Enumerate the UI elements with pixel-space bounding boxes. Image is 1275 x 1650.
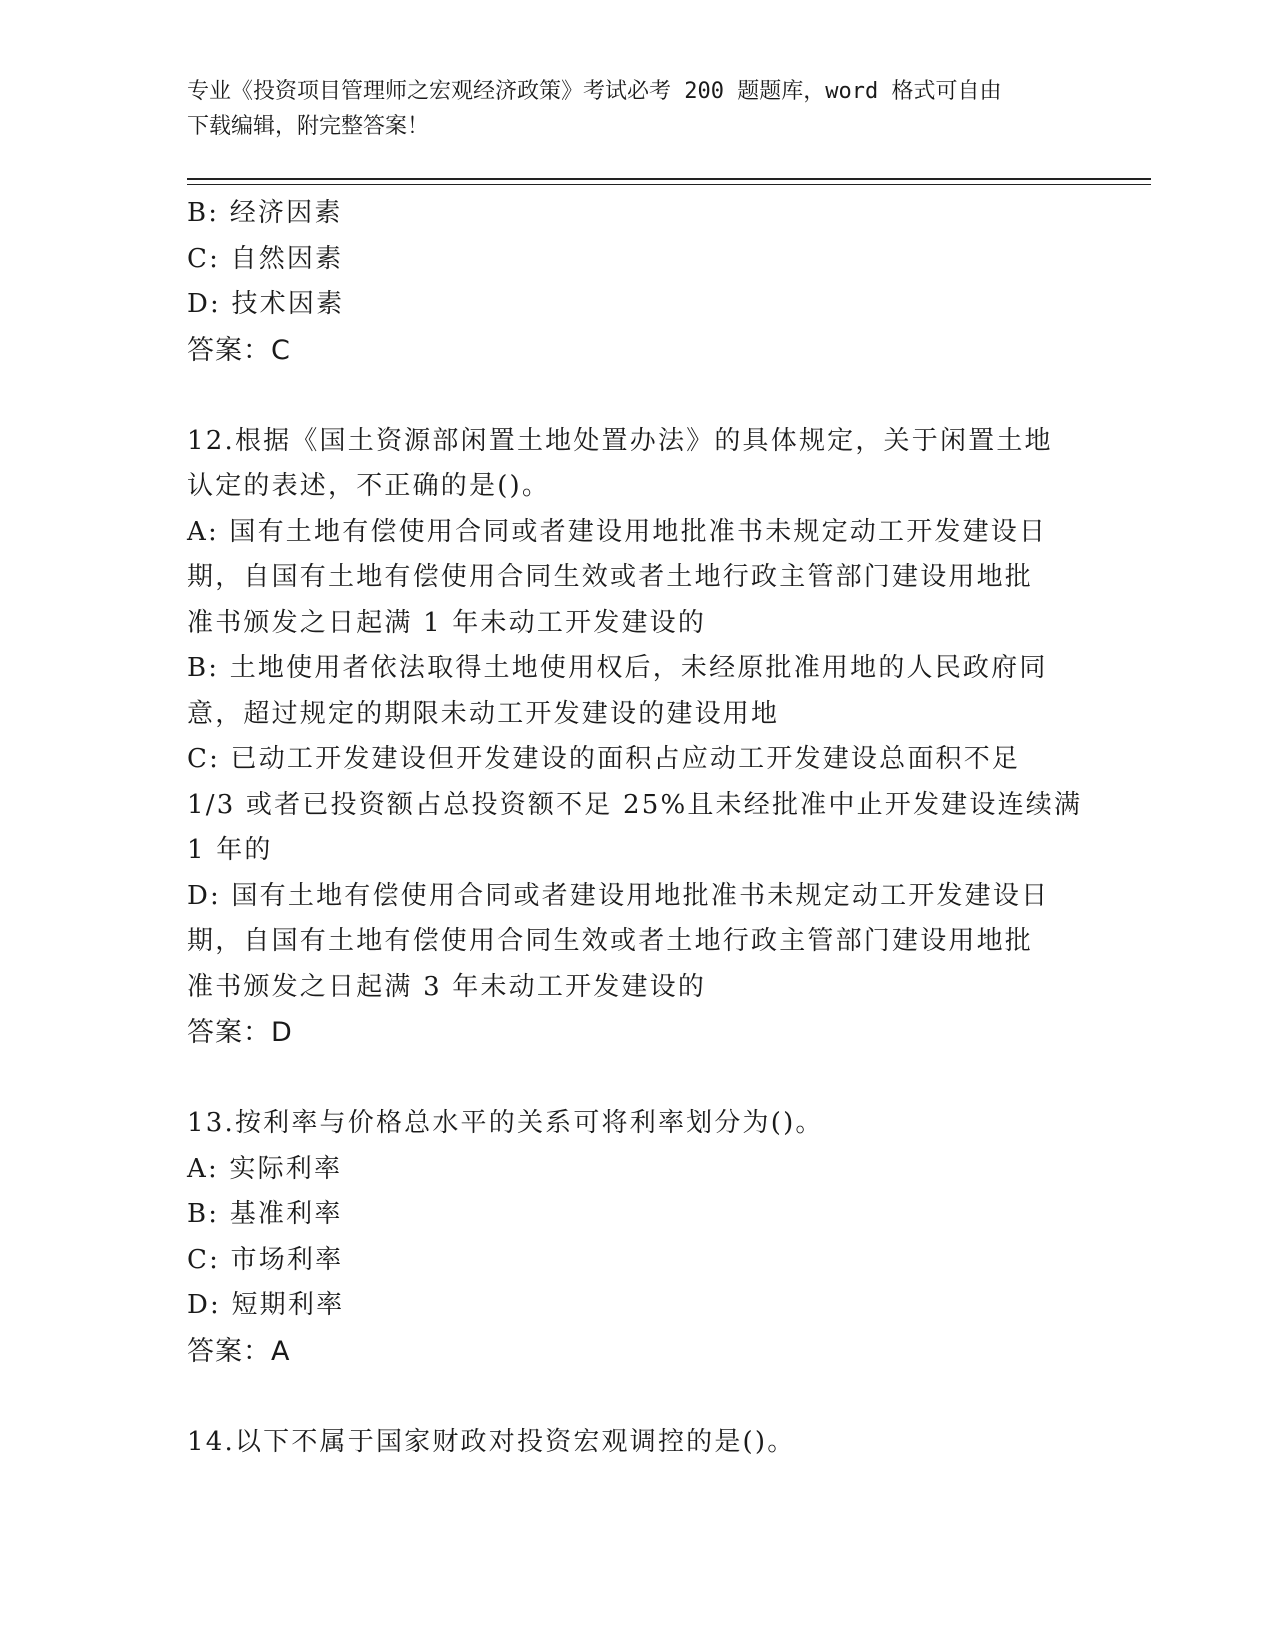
q12-option-a-line-1: A: 国有土地有偿使用合同或者建设用地批准书未规定动工开发建设日: [187, 516, 1048, 547]
header-rule-thin: [187, 184, 1151, 185]
header-line-2: 下载编辑，附完整答案！: [187, 114, 430, 139]
spacer: [187, 1056, 1077, 1102]
question-12-block: [187, 419, 1083, 1056]
question-14-block: [187, 1420, 1077, 1466]
q13-option-c: C: 市场利率: [187, 1244, 344, 1275]
question-11-block: [187, 191, 1077, 373]
q13-option-a: A: 实际利率: [187, 1153, 343, 1184]
q11-option-b: B: 经济因素: [187, 198, 343, 228]
q12-option-b-line-2: 意，超过规定的期限未动工开发建设的建设用地: [187, 698, 780, 729]
q12-option-d-line-1: D: 国有土地有偿使用合同或者建设用地批准书未规定动工开发建设日: [187, 880, 1050, 911]
q12-answer: 答案：D: [187, 1017, 293, 1048]
question-13-block: [187, 1101, 1077, 1374]
q13-option-d: D: 短期利率: [187, 1290, 345, 1320]
q11-option-c: C: 自然因素: [187, 243, 344, 274]
q12-stem-line-2: 认定的表述，不正确的是()。: [187, 471, 551, 501]
q12-option-b-line-1: B: 土地使用者依法取得土地使用权后，未经原批准用地的人民政府同: [187, 653, 1048, 683]
q12-option-c-line-1: C: 已动工开发建设但开发建设的面积占应动工开发建设总面积不足: [187, 744, 1021, 774]
header-line-1: 专业《投资项目管理师之宏观经济政策》考试必考 200 题题库，word 格式可自由: [187, 79, 1002, 104]
question-content: [187, 191, 1083, 1465]
q14-stem: 14.以下不属于国家财政对投资宏观调控的是()。: [187, 1426, 796, 1457]
q13-answer: 答案：A: [187, 1335, 291, 1367]
q12-option-a-line-2: 期，自国有土地有偿使用合同生效或者土地行政主管部门建设用地批: [187, 562, 1034, 592]
q12-option-d-line-3: 准书颁发之日起满 3 年未动工开发建设的: [187, 971, 707, 1002]
spacer: [187, 373, 1077, 419]
page-header: [187, 74, 1087, 144]
q13-stem: 13.按利率与价格总水平的关系可将利率划分为()。: [187, 1108, 824, 1138]
q12-option-c-line-2: 1/3 或者已投资额占总投资额不足 25%且未经批准中止开发建设连续满: [187, 789, 1083, 820]
q11-option-d: D: 技术因素: [187, 289, 345, 319]
q12-option-d-line-2: 期，自国有土地有偿使用合同生效或者土地行政主管部门建设用地批: [187, 926, 1034, 956]
q12-stem-line-1: 12.根据《国土资源部闲置土地处置办法》的具体规定，关于闲置土地: [187, 425, 1053, 456]
header-rule-thick: [187, 178, 1151, 180]
q11-answer: 答案：C: [187, 334, 291, 366]
spacer: [187, 1374, 1077, 1420]
q13-option-b: B: 基准利率: [187, 1199, 343, 1229]
q12-option-a-line-3: 准书颁发之日起满 1 年未动工开发建设的: [187, 607, 707, 638]
q12-option-c-line-3: 1 年的: [187, 835, 273, 865]
